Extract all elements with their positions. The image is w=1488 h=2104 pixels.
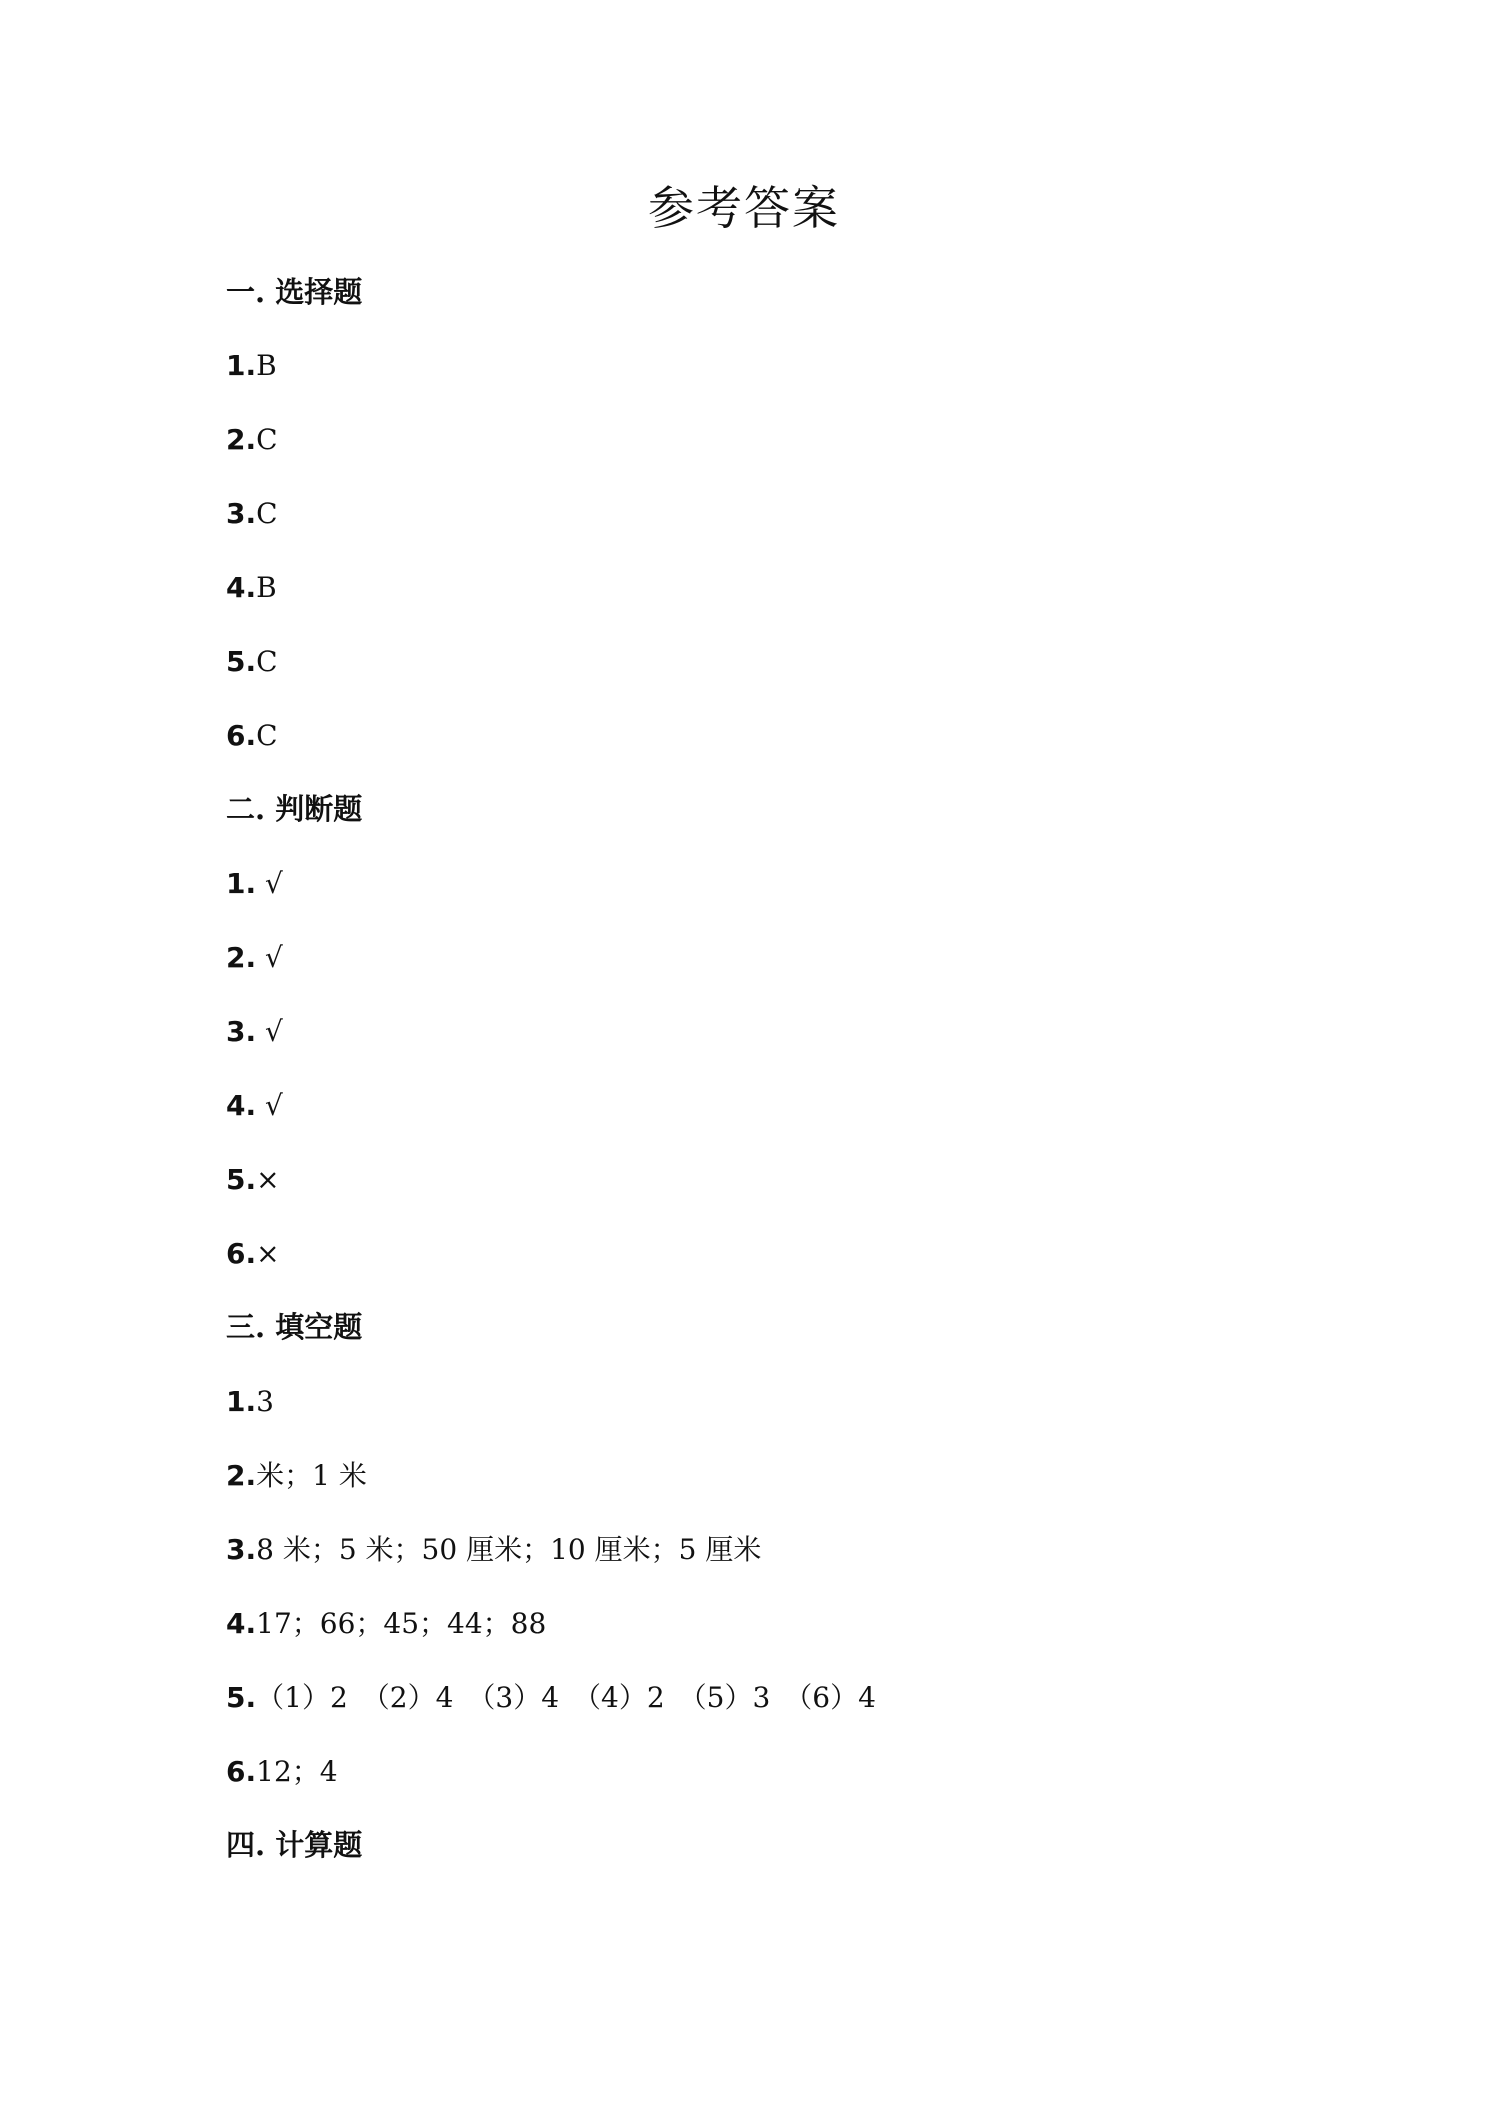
item-number: 6. <box>226 1237 257 1270</box>
item-number: 3. <box>226 1533 257 1566</box>
item-number: 4. <box>226 571 257 604</box>
item-answer: 8 米；5 米；50 厘米；10 厘米；5 厘米 <box>256 1533 762 1566</box>
section-heading-fill-blank: 三. 填空题 <box>226 1310 363 1344</box>
item-answer: 3 <box>256 1385 274 1418</box>
answer-item <box>226 935 283 979</box>
item-number: 5. <box>226 1163 257 1196</box>
item-number: 1. <box>226 867 257 900</box>
page-title: 参考答案 <box>648 181 840 235</box>
item-number: 2. <box>226 1459 257 1492</box>
item-answer: （1）2 （2）4 （3）4 （4）2 （5）3 （6）4 <box>256 1681 876 1714</box>
item-number: 4. <box>226 1607 257 1640</box>
item-number: 5. <box>226 1681 257 1714</box>
item-answer: B <box>256 349 277 382</box>
answer-item <box>226 1231 280 1275</box>
item-answer: √ <box>256 1015 283 1048</box>
item-answer: × <box>256 1237 280 1270</box>
section-heading-choice: 一. 选择题 <box>226 275 363 309</box>
answer-item <box>226 1601 546 1645</box>
answer-item <box>226 491 278 535</box>
item-answer: √ <box>256 1089 283 1122</box>
item-answer: √ <box>256 941 283 974</box>
answer-item <box>226 417 278 461</box>
item-number: 6. <box>226 1755 257 1788</box>
answer-item <box>226 1675 876 1719</box>
answer-item <box>226 713 278 757</box>
item-answer: B <box>256 571 277 604</box>
item-answer: 米；1 米 <box>256 1459 367 1492</box>
item-answer: C <box>256 645 278 678</box>
item-number: 1. <box>226 1385 257 1418</box>
item-number: 1. <box>226 349 257 382</box>
answer-item <box>226 1083 283 1127</box>
item-answer: C <box>256 497 278 530</box>
answer-item <box>226 565 277 609</box>
item-answer: C <box>256 719 278 752</box>
item-number: 2. <box>226 423 257 456</box>
item-answer: 17；66；45；44；88 <box>256 1607 547 1640</box>
answer-item <box>226 1527 761 1571</box>
item-answer: 12；4 <box>256 1755 338 1788</box>
answer-item <box>226 1009 283 1053</box>
section-heading-calculation: 四. 计算题 <box>226 1828 363 1862</box>
answer-item <box>226 639 278 683</box>
item-answer: × <box>256 1163 280 1196</box>
answer-item <box>226 1157 280 1201</box>
item-number: 3. <box>226 497 257 530</box>
item-answer: √ <box>256 867 283 900</box>
answer-item <box>226 1749 338 1793</box>
item-number: 2. <box>226 941 257 974</box>
item-answer: C <box>256 423 278 456</box>
item-number: 4. <box>226 1089 257 1122</box>
item-number: 3. <box>226 1015 257 1048</box>
item-number: 5. <box>226 645 257 678</box>
answer-item <box>226 861 283 905</box>
answer-item <box>226 1453 367 1497</box>
answer-item <box>226 343 277 387</box>
section-heading-judgment: 二. 判断题 <box>226 792 363 826</box>
answer-item <box>226 1379 274 1423</box>
item-number: 6. <box>226 719 257 752</box>
